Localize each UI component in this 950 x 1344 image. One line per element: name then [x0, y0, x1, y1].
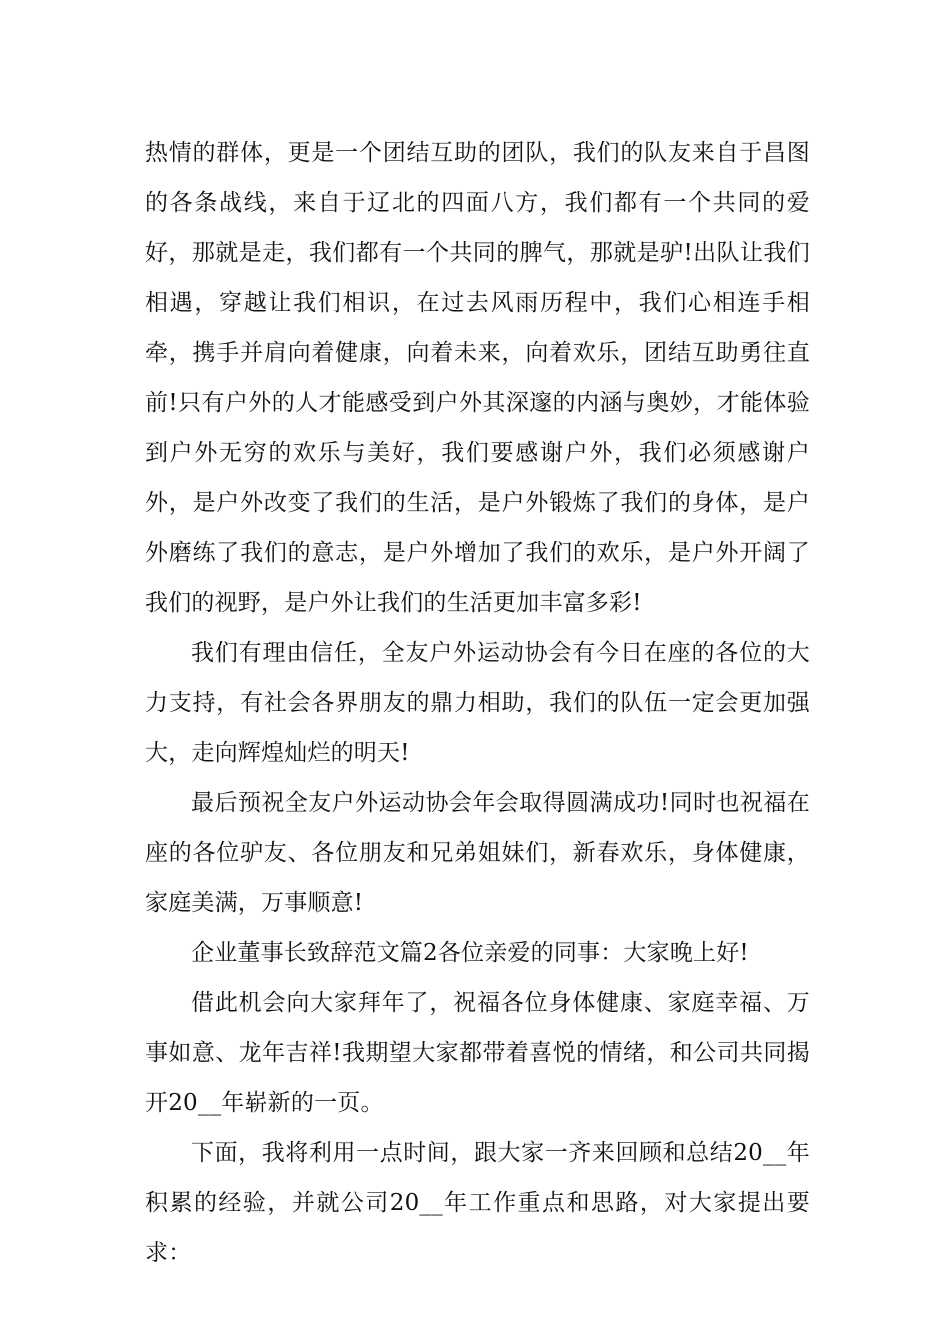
paragraph-3: 最后预祝全友户外运动协会年会取得圆满成功!同时也祝福在座的各位驴友、各位朋友和兄弟姐妹们，新春欢乐，身体健康，家庭美满，万事顺意!	[145, 790, 810, 916]
paragraph-2: 我们有理由信任，全友户外运动协会有今日在座的各位的大力支持，有社会各界朋友的鼎力相助，我们的队伍一定会更加强大，走向辉煌灿烂的明天!	[145, 640, 810, 766]
paragraph-1: 热情的群体，更是一个团结互助的团队，我们的队友来自于昌图的各条战线，来自于辽北的四面八方，我们都有一个共同的爱好，那就是走，我们都有一个共同的脾气，那就是驴!出队让我们相遇，穿越让我们相识，在过去风雨历程中，我们心相连手相牵，携手并肩向着健康，向着未来，向着欢乐，团结互助勇往直前!只有户外的人才能感受到户外其深邃的内涵与奥妙，才能体验到户外无穷的欢乐与美好，我们要感谢户外，我们必须感谢户外，是户外改变了我们的生活，是户外锻炼了我们的身体，是户外磨练了我们的意志，是户外增加了我们的欢乐，是户外开阔了我们的视野，是户外让我们的生活更加丰富多彩!	[145, 140, 810, 616]
paragraph-6: 下面，我将利用一点时间，跟大家一齐来回顾和总结20__年积累的经验，并就公司20__年工作重点和思路，对大家提出要求：	[145, 1140, 810, 1266]
document-body	[145, 128, 810, 1278]
paragraph-5: 借此机会向大家拜年了，祝福各位身体健康、家庭幸福、万事如意、龙年吉祥!我期望大家都带着喜悦的情绪，和公司共同揭开20__年崭新的一页。	[145, 990, 810, 1116]
paragraph-4: 企业董事长致辞范文篇2各位亲爱的同事：大家晚上好!	[191, 940, 749, 966]
